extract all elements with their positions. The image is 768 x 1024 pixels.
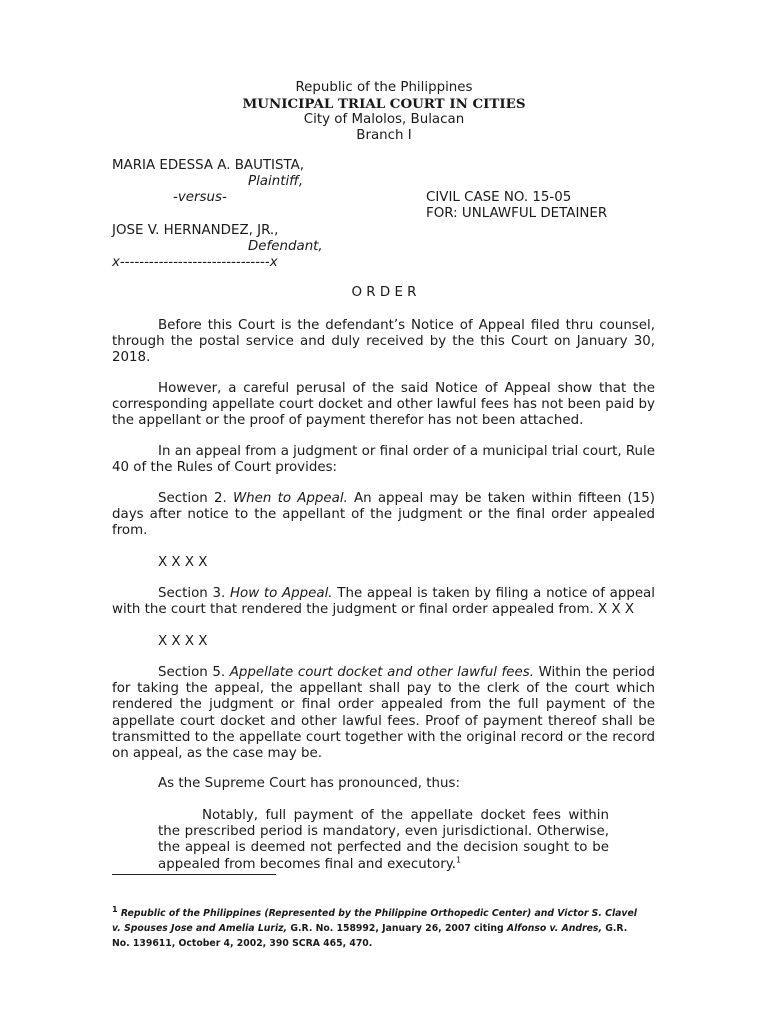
header-branch: Branch I xyxy=(356,128,412,143)
paragraph-2: However, a careful perusal of the said Notice of Appeal show that the corresponding appellate court docket and other lawful fees has not been paid by the appellant or the proof of payment therefor has not been attached. xyxy=(112,381,655,429)
case-number: CIVIL CASE NO. 15-05 xyxy=(426,190,572,205)
header-republic: Republic of the Philippines xyxy=(295,80,473,95)
defendant-role: Defendant, xyxy=(248,239,323,254)
plaintiff-role: Plaintiff, xyxy=(248,174,304,189)
section-2-paragraph: Section 2. When to Appeal. An appeal may be taken within fifteen (15) days after notice to the appellant of the judgment or the final order appealed from. xyxy=(112,491,655,539)
plaintiff-name: MARIA EDESSA A. BAUTISTA, xyxy=(112,158,305,173)
paragraph-3: In an appeal from a judgment or final order of a municipal trial court, Rule 40 of the Rules of Court provides: xyxy=(112,444,655,476)
versus-label: -versus- xyxy=(173,190,227,205)
header-court: MUNICIPAL TRIAL COURT IN CITIES xyxy=(242,96,526,112)
header-city: City of Malolos, Bulacan xyxy=(303,112,465,127)
section-3-paragraph: Section 3. How to Appeal. The appeal is taken by filing a notice of appeal with the court that rendered the judgment or final order appealed from. X X X xyxy=(112,586,655,618)
block-quote: Notably, full payment of the appellate docket fees within the prescribed period is mandatory, even jurisdictional. Otherwise, the appeal is deemed not perfected and the decision sought to be appealed from becomes final and executory.$^1$ xyxy=(158,808,609,872)
ellipsis-marker-1: X X X X xyxy=(158,555,208,570)
section-5-paragraph: Section 5. Appellate court docket and other lawful fees. Within the period for taking the appeal, the appellant shall pay to the clerk of the court which rendered the judgment or final order appealed from the full payment of the appellate court docket and other lawful fees. Proof of payment thereof shall be transmitted to the appellate court together with the original record or the record on appeal, as the case may be. xyxy=(112,665,655,762)
footnote-reference: 1 xyxy=(455,855,462,865)
defendant-name: JOSE V. HERNANDEZ, JR., xyxy=(112,223,279,238)
footnote-marker: 1 xyxy=(112,904,118,914)
case-nature: FOR: UNLAWFUL DETAINER xyxy=(426,206,608,221)
caption-divider: x-------------------------------x xyxy=(112,255,278,270)
footnote: $^1$ Republic of the Philippines (Represented by the Philippine Orthopedic Center) and Victor S. Clavel v. Spouses Jose and Amelia Luriz, G.R. No. 158992, January 26, 2007 citing Alfonso v. Andres, G.R. No. 139611, October 4, 2002, 390 SCRA 465, 470. xyxy=(112,904,637,949)
paragraph-1: Before this Court is the defendant’s Notice of Appeal filed thru counsel, through the postal service and duly received by the this Court on January 30, 2018. xyxy=(112,318,655,366)
paragraph-4: As the Supreme Court has pronounced, thus: xyxy=(158,776,460,791)
footnote-divider xyxy=(112,874,276,875)
order-title: O R D E R xyxy=(351,285,417,300)
ellipsis-marker-2: X X X X xyxy=(158,634,208,649)
